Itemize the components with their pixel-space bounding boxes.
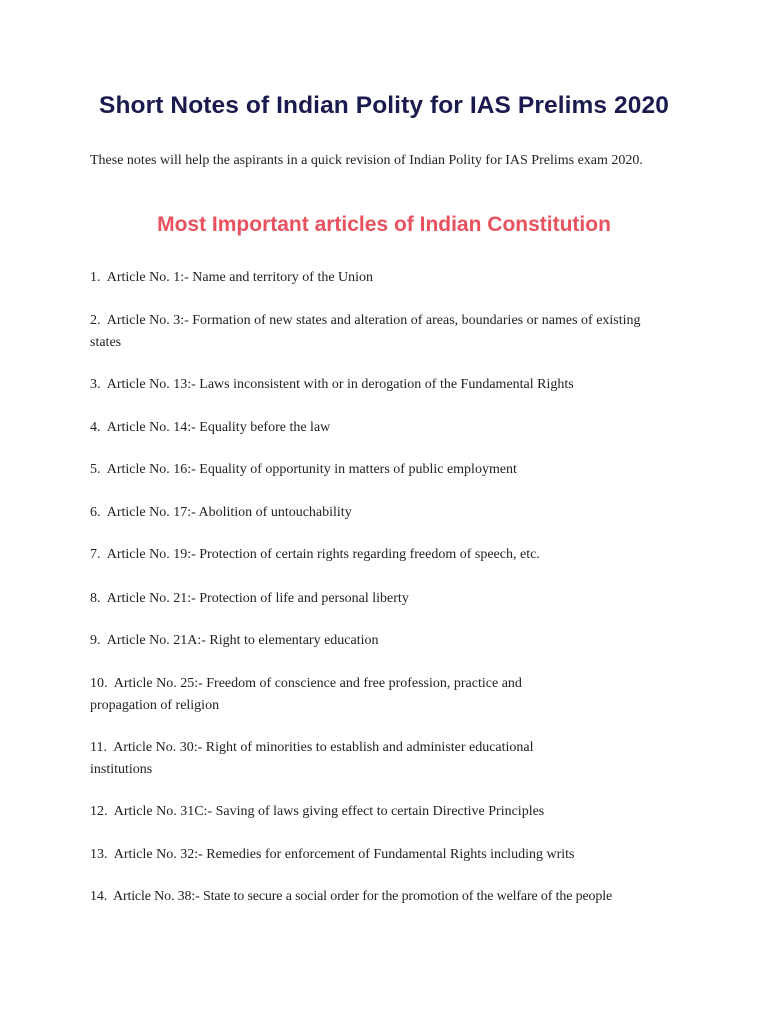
list-item-text: Article No. 21:- Protection of life and personal liberty bbox=[106, 591, 409, 606]
list-item-number: 8. bbox=[90, 591, 107, 606]
section-heading: Most Important articles of Indian Constitution bbox=[157, 213, 611, 236]
list-item-number: 7. bbox=[90, 547, 107, 562]
list-item-number: 13. bbox=[90, 847, 114, 862]
list-item-number: 9. bbox=[90, 633, 107, 648]
list-item-text: Article No. 13:- Laws inconsistent with or in derogation of the Fundamental Rights bbox=[106, 377, 574, 392]
list-item-text: Article No. 31C:- Saving of laws giving effect to certain Directive Principles bbox=[113, 804, 545, 819]
list-item bbox=[90, 673, 565, 716]
list-item bbox=[90, 630, 680, 652]
list-item bbox=[90, 737, 580, 780]
list-item-text: Article No. 25:- Freedom of conscience and free profession, practice and propagation of religion bbox=[90, 676, 522, 713]
list-item-text: Article No. 19:- Protection of certain rights regarding freedom of speech, etc. bbox=[106, 547, 540, 562]
list-item-number: 14. bbox=[90, 889, 113, 904]
list-item-number: 3. bbox=[90, 377, 107, 392]
list-item-number: 4. bbox=[90, 420, 107, 435]
list-item-number: 12. bbox=[90, 804, 114, 819]
list-item-number: 6. bbox=[90, 505, 107, 520]
list-item bbox=[90, 801, 680, 823]
list-item bbox=[90, 374, 680, 396]
list-item-text: Article No. 1:- Name and territory of the Union bbox=[106, 270, 374, 285]
list-item-number: 11. bbox=[90, 740, 114, 755]
list-item bbox=[90, 886, 690, 908]
list-item-text: Article No. 14:- Equality before the law bbox=[106, 420, 331, 435]
list-item-number: 5. bbox=[90, 462, 107, 477]
list-item bbox=[90, 588, 680, 610]
list-item bbox=[90, 310, 650, 353]
list-item bbox=[90, 844, 680, 866]
list-item bbox=[90, 544, 680, 566]
list-item-number: 2. bbox=[90, 313, 107, 328]
list-item-text: Article No. 30:- Right of minorities to establish and administer educational institutions bbox=[90, 740, 534, 777]
list-item-text: Article No. 3:- Formation of new states and alteration of areas, boundaries or names of existing states bbox=[90, 313, 641, 350]
list-item-text: Article No. 32:- Remedies for enforcement of Fundamental Rights including writs bbox=[113, 847, 575, 862]
list-item-text: Article No. 17:- Abolition of untouchability bbox=[106, 505, 352, 520]
list-item bbox=[90, 459, 680, 481]
intro-paragraph: These notes will help the aspirants in a quick revision of Indian Polity for IAS Prelims exam 2020. bbox=[90, 153, 643, 168]
list-item bbox=[90, 417, 680, 439]
list-item bbox=[90, 502, 680, 524]
list-item bbox=[90, 267, 680, 289]
list-item-number: 1. bbox=[90, 270, 107, 285]
document-title: Short Notes of Indian Polity for IAS Prelims 2020 bbox=[99, 92, 669, 119]
list-item-text: Article No. 21A:- Right to elementary education bbox=[106, 633, 379, 648]
list-item-text: Article No. 38:- State to secure a social order for the promotion of the welfare of the people bbox=[112, 889, 613, 904]
list-item-text: Article No. 16:- Equality of opportunity in matters of public employment bbox=[106, 462, 517, 477]
list-item-number: 10. bbox=[90, 676, 114, 691]
